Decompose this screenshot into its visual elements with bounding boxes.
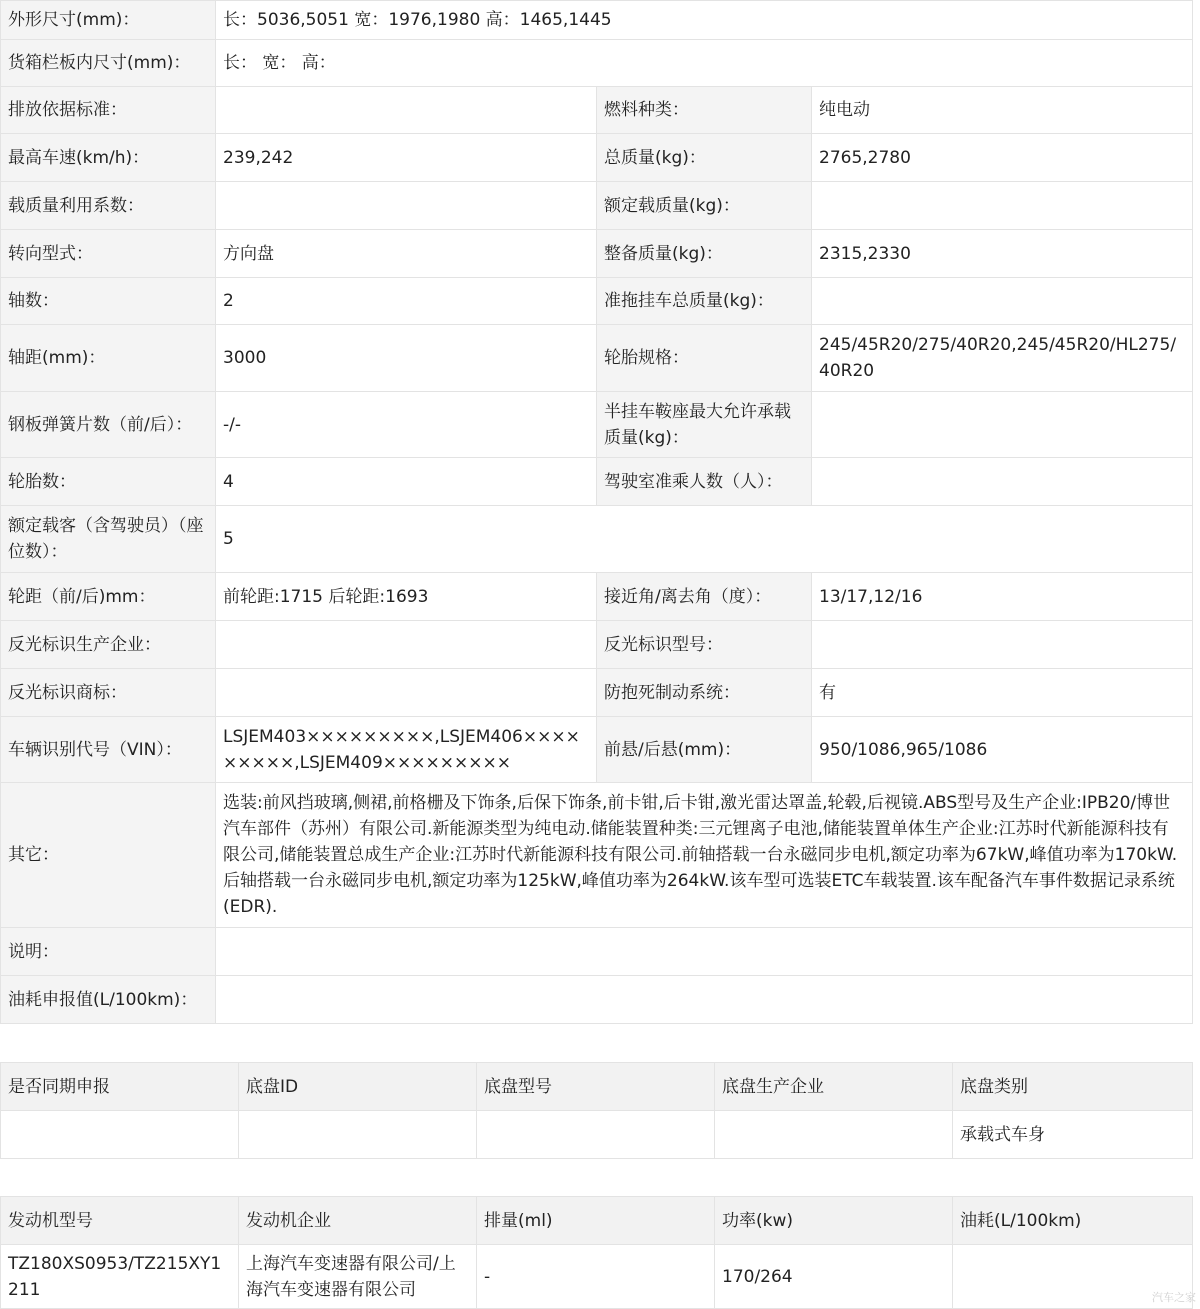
rated-load-value	[812, 182, 1193, 230]
engine-header: 功率(kw)	[715, 1197, 953, 1245]
cargo-box-value: 长： 宽： 高：	[216, 40, 1193, 87]
track-value: 前轮距:1715 后轮距:1693	[216, 573, 597, 621]
axles-label: 轴数：	[1, 278, 216, 325]
abs-label: 防抱死制动系统：	[597, 669, 812, 717]
max-speed-value: 239,242	[216, 134, 597, 182]
reflector-model-label: 反光标识型号：	[597, 621, 812, 669]
reflector-maker-label: 反光标识生产企业：	[1, 621, 216, 669]
watermark: 汽车之家	[1152, 1291, 1196, 1304]
steering-value: 方向盘	[216, 230, 597, 278]
dimensions-value: 长：5036,5051 宽：1976,1980 高：1465,1445	[216, 1, 1193, 40]
chassis-header: 底盘ID	[239, 1063, 477, 1111]
spec-row	[1, 573, 1193, 621]
fuel-consumption-label: 油耗申报值(L/100km)：	[1, 976, 216, 1024]
chassis-cell	[715, 1111, 953, 1159]
wheelbase-value: 3000	[216, 325, 597, 392]
overhang-value: 950/1086,965/1086	[812, 717, 1193, 783]
dimensions-label: 外形尺寸(mm)：	[1, 1, 216, 40]
engine-header: 排量(ml)	[477, 1197, 715, 1245]
overhang-label: 前悬/后悬(mm)：	[597, 717, 812, 783]
cab-passengers-label: 驾驶室准乘人数（人）：	[597, 458, 812, 506]
reflector-maker-value	[216, 621, 597, 669]
tires-value: 4	[216, 458, 597, 506]
chassis-row	[1, 1111, 1193, 1159]
engine-header-row	[1, 1197, 1193, 1245]
fuel-type-label: 燃料种类：	[597, 87, 812, 134]
leaf-springs-label: 钢板弹簧片数（前/后）：	[1, 392, 216, 458]
vin-label: 车辆识别代号（VIN）：	[1, 717, 216, 783]
tire-spec-value: 245/45R20/275/40R20,245/45R20/HL275/40R20	[812, 325, 1193, 392]
reflector-brand-label: 反光标识商标：	[1, 669, 216, 717]
tire-spec-label: 轮胎规格：	[597, 325, 812, 392]
spec-row	[1, 717, 1193, 783]
spec-row	[1, 506, 1193, 573]
spec-row	[1, 325, 1193, 392]
spec-row	[1, 230, 1193, 278]
wheelbase-label: 轴距(mm)：	[1, 325, 216, 392]
leaf-springs-value: -/-	[216, 392, 597, 458]
saddle-load-value	[812, 392, 1193, 458]
chassis-header: 底盘生产企业	[715, 1063, 953, 1111]
axles-value: 2	[216, 278, 597, 325]
fuel-type-value: 纯电动	[812, 87, 1193, 134]
curb-mass-label: 整备质量(kg)：	[597, 230, 812, 278]
spec-row	[1, 134, 1193, 182]
chassis-header-row	[1, 1063, 1193, 1111]
engine-row	[1, 1245, 1193, 1309]
curb-mass-value: 2315,2330	[812, 230, 1193, 278]
engine-cell: 上海汽车变速器有限公司/上海汽车变速器有限公司	[239, 1245, 477, 1309]
chassis-cell: 承载式车身	[953, 1111, 1193, 1159]
other-label: 其它：	[1, 783, 216, 928]
spec-row	[1, 621, 1193, 669]
cargo-box-label: 货箱栏板内尺寸(mm)：	[1, 40, 216, 87]
chassis-header: 底盘类别	[953, 1063, 1193, 1111]
trailer-mass-value	[812, 278, 1193, 325]
seats-label: 额定载客（含驾驶员）（座位数）：	[1, 506, 216, 573]
reflector-model-value	[812, 621, 1193, 669]
note-label: 说明：	[1, 928, 216, 976]
chassis-header: 是否同期申报	[1, 1063, 239, 1111]
engine-table	[0, 1196, 1193, 1309]
engine-cell: TZ180XS0953/TZ215XY1211	[1, 1245, 239, 1309]
max-speed-label: 最高车速(km/h)：	[1, 134, 216, 182]
spec-row	[1, 976, 1193, 1024]
cab-passengers-value	[812, 458, 1193, 506]
tires-label: 轮胎数：	[1, 458, 216, 506]
engine-cell: -	[477, 1245, 715, 1309]
engine-cell: 170/264	[715, 1245, 953, 1309]
spec-row	[1, 182, 1193, 230]
engine-header: 油耗(L/100km)	[953, 1197, 1193, 1245]
note-value	[216, 928, 1193, 976]
load-util-label: 载质量利用系数：	[1, 182, 216, 230]
vin-value: LSJEM403×××××××××,LSJEM406×××××××××,LSJEM409×××××××××	[216, 717, 597, 783]
other-value: 选装:前风挡玻璃,侧裙,前格栅及下饰条,后保下饰条,前卡钳,后卡钳,激光雷达罩盖,轮毂,后视镜.ABS型号及生产企业:IPB20/博世汽车部件（苏州）有限公司.新能源类型为纯电动.储能装置种类:三元锂离子电池,储能装置单体生产企业:江苏时代新能源科技有限公司,储能装置总成生产企业:江苏时代新能源科技有限公司.前轴搭载一台永磁同步电机,额定功率为67kW,峰值功率为170kW.后轴搭载一台永磁同步电机,额定功率为125kW,峰值功率为264kW.该车型可选装ETC车载装置.该车配备汽车事件数据记录系统(EDR).	[216, 783, 1193, 928]
spec-row	[1, 392, 1193, 458]
spec-row	[1, 669, 1193, 717]
angles-label: 接近角/离去角（度）：	[597, 573, 812, 621]
engine-header: 发动机企业	[239, 1197, 477, 1245]
chassis-table	[0, 1062, 1193, 1159]
total-mass-label: 总质量(kg)：	[597, 134, 812, 182]
trailer-mass-label: 准拖挂车总质量(kg)：	[597, 278, 812, 325]
reflector-brand-value	[216, 669, 597, 717]
rated-load-label: 额定载质量(kg)：	[597, 182, 812, 230]
saddle-load-label: 半挂车鞍座最大允许承载质量(kg)：	[597, 392, 812, 458]
spec-row	[1, 278, 1193, 325]
chassis-cell	[1, 1111, 239, 1159]
chassis-cell	[477, 1111, 715, 1159]
fuel-consumption-value	[216, 976, 1193, 1024]
seats-value: 5	[216, 506, 1193, 573]
abs-value: 有	[812, 669, 1193, 717]
emission-standard-label: 排放依据标准：	[1, 87, 216, 134]
spec-row	[1, 1, 1193, 40]
chassis-header: 底盘型号	[477, 1063, 715, 1111]
steering-label: 转向型式：	[1, 230, 216, 278]
chassis-cell	[239, 1111, 477, 1159]
spec-row	[1, 87, 1193, 134]
track-label: 轮距（前/后)mm：	[1, 573, 216, 621]
emission-standard-value	[216, 87, 597, 134]
spec-row	[1, 458, 1193, 506]
angles-value: 13/17,12/16	[812, 573, 1193, 621]
spec-row	[1, 783, 1193, 928]
total-mass-value: 2765,2780	[812, 134, 1193, 182]
spec-row	[1, 928, 1193, 976]
load-util-value	[216, 182, 597, 230]
engine-header: 发动机型号	[1, 1197, 239, 1245]
spec-row	[1, 40, 1193, 87]
